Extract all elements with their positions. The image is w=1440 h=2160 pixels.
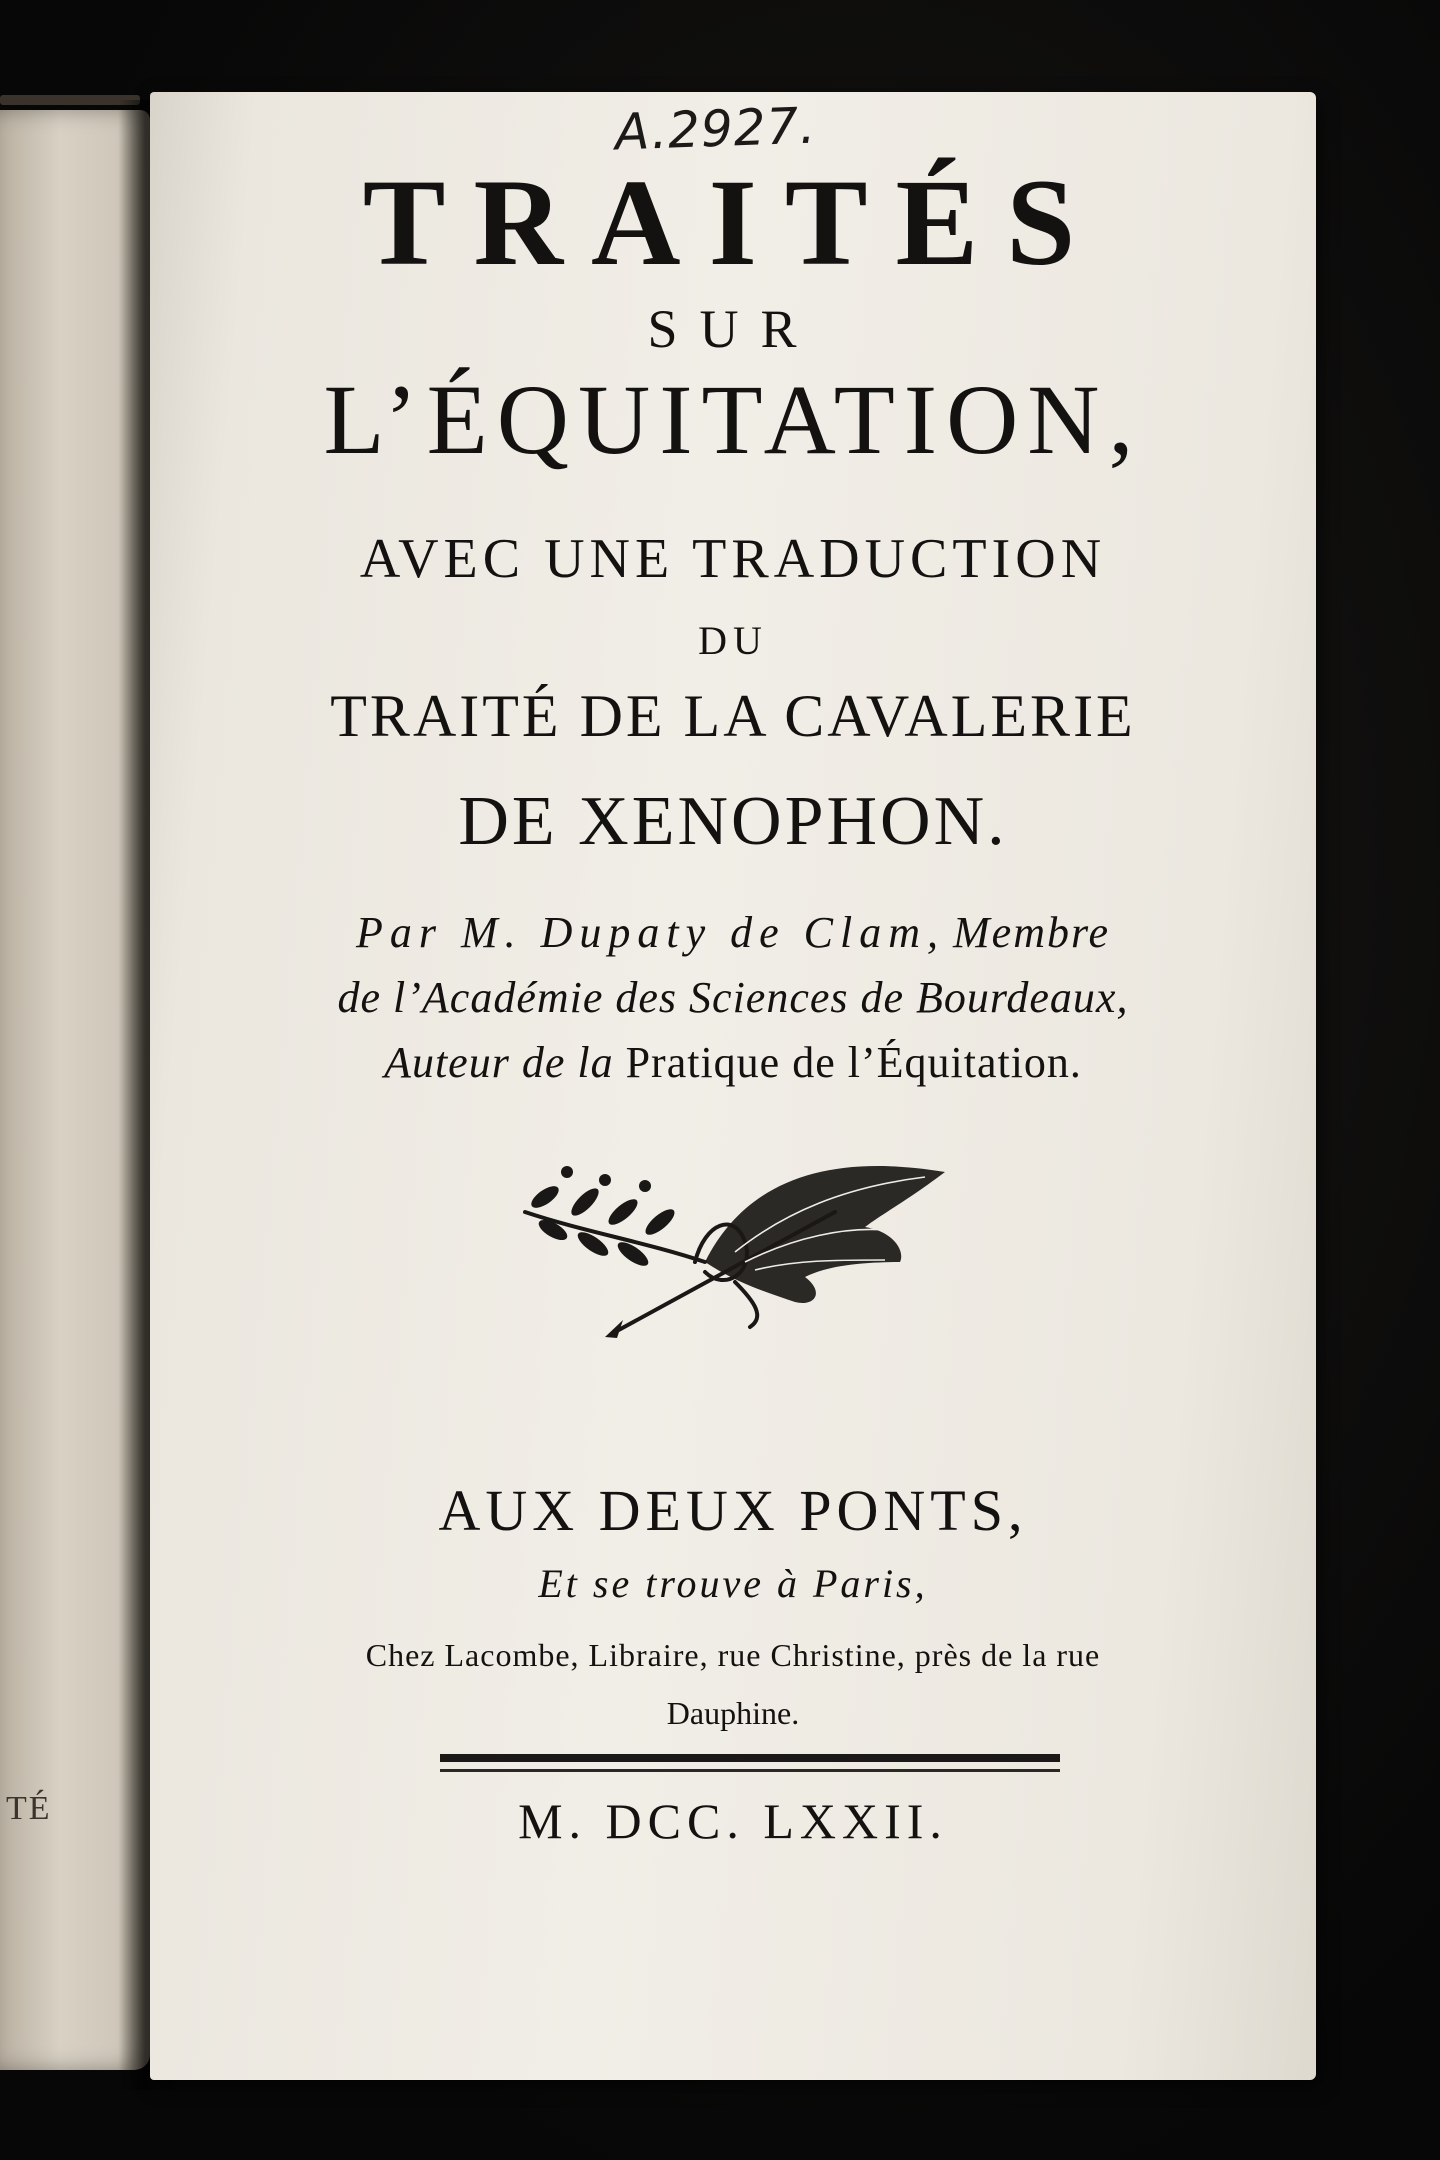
- author-line-3: [150, 1037, 1316, 1088]
- author-auteur-prefix: Auteur de la: [384, 1038, 614, 1087]
- subtitle-line-3: TRAITÉ DE LA CAVALERIE: [330, 683, 1136, 749]
- author-line-1: [150, 907, 1316, 958]
- author-membre: , Membre: [927, 908, 1111, 957]
- subtitle-line-2: DU: [698, 618, 768, 663]
- handwritten-shelfmark: A.2927.: [614, 96, 818, 162]
- author-line-2: de l’Académie des Sciences de Bourdeaux,: [337, 973, 1129, 1022]
- publication-date: M. DCC. LXXII.: [518, 1793, 948, 1849]
- author-auteur-work: Pratique de l’Équitation.: [613, 1038, 1082, 1087]
- imprint-trouve: Et se trouve à Paris,: [538, 1561, 928, 1606]
- subtitle-line-4: DE XENOPHON.: [458, 783, 1008, 860]
- laurel-and-quill-ornament-icon: [505, 1142, 965, 1342]
- subtitle-line-1: AVEC UNE TRADUCTION: [359, 528, 1107, 590]
- title-sur: SUR: [647, 299, 819, 359]
- rule-thin: [440, 1769, 1060, 1772]
- rule-thick: [440, 1754, 1060, 1762]
- title-equitation: L’ÉQUITATION,: [323, 364, 1143, 475]
- imprint-street: Dauphine.: [666, 1695, 800, 1731]
- double-rule-divider: [440, 1752, 1060, 1778]
- author-name: Par M. Dupaty de Clam: [355, 908, 928, 957]
- title-page: [150, 92, 1316, 2080]
- imprint-place: AUX DEUX PONTS,: [438, 1478, 1028, 1543]
- left-page-fragment-text: TÉ: [6, 1790, 52, 1827]
- title-main: TRAITÉS: [362, 154, 1104, 291]
- imprint-publisher: Chez Lacombe, Libraire, rue Christine, près de la rue: [365, 1637, 1101, 1673]
